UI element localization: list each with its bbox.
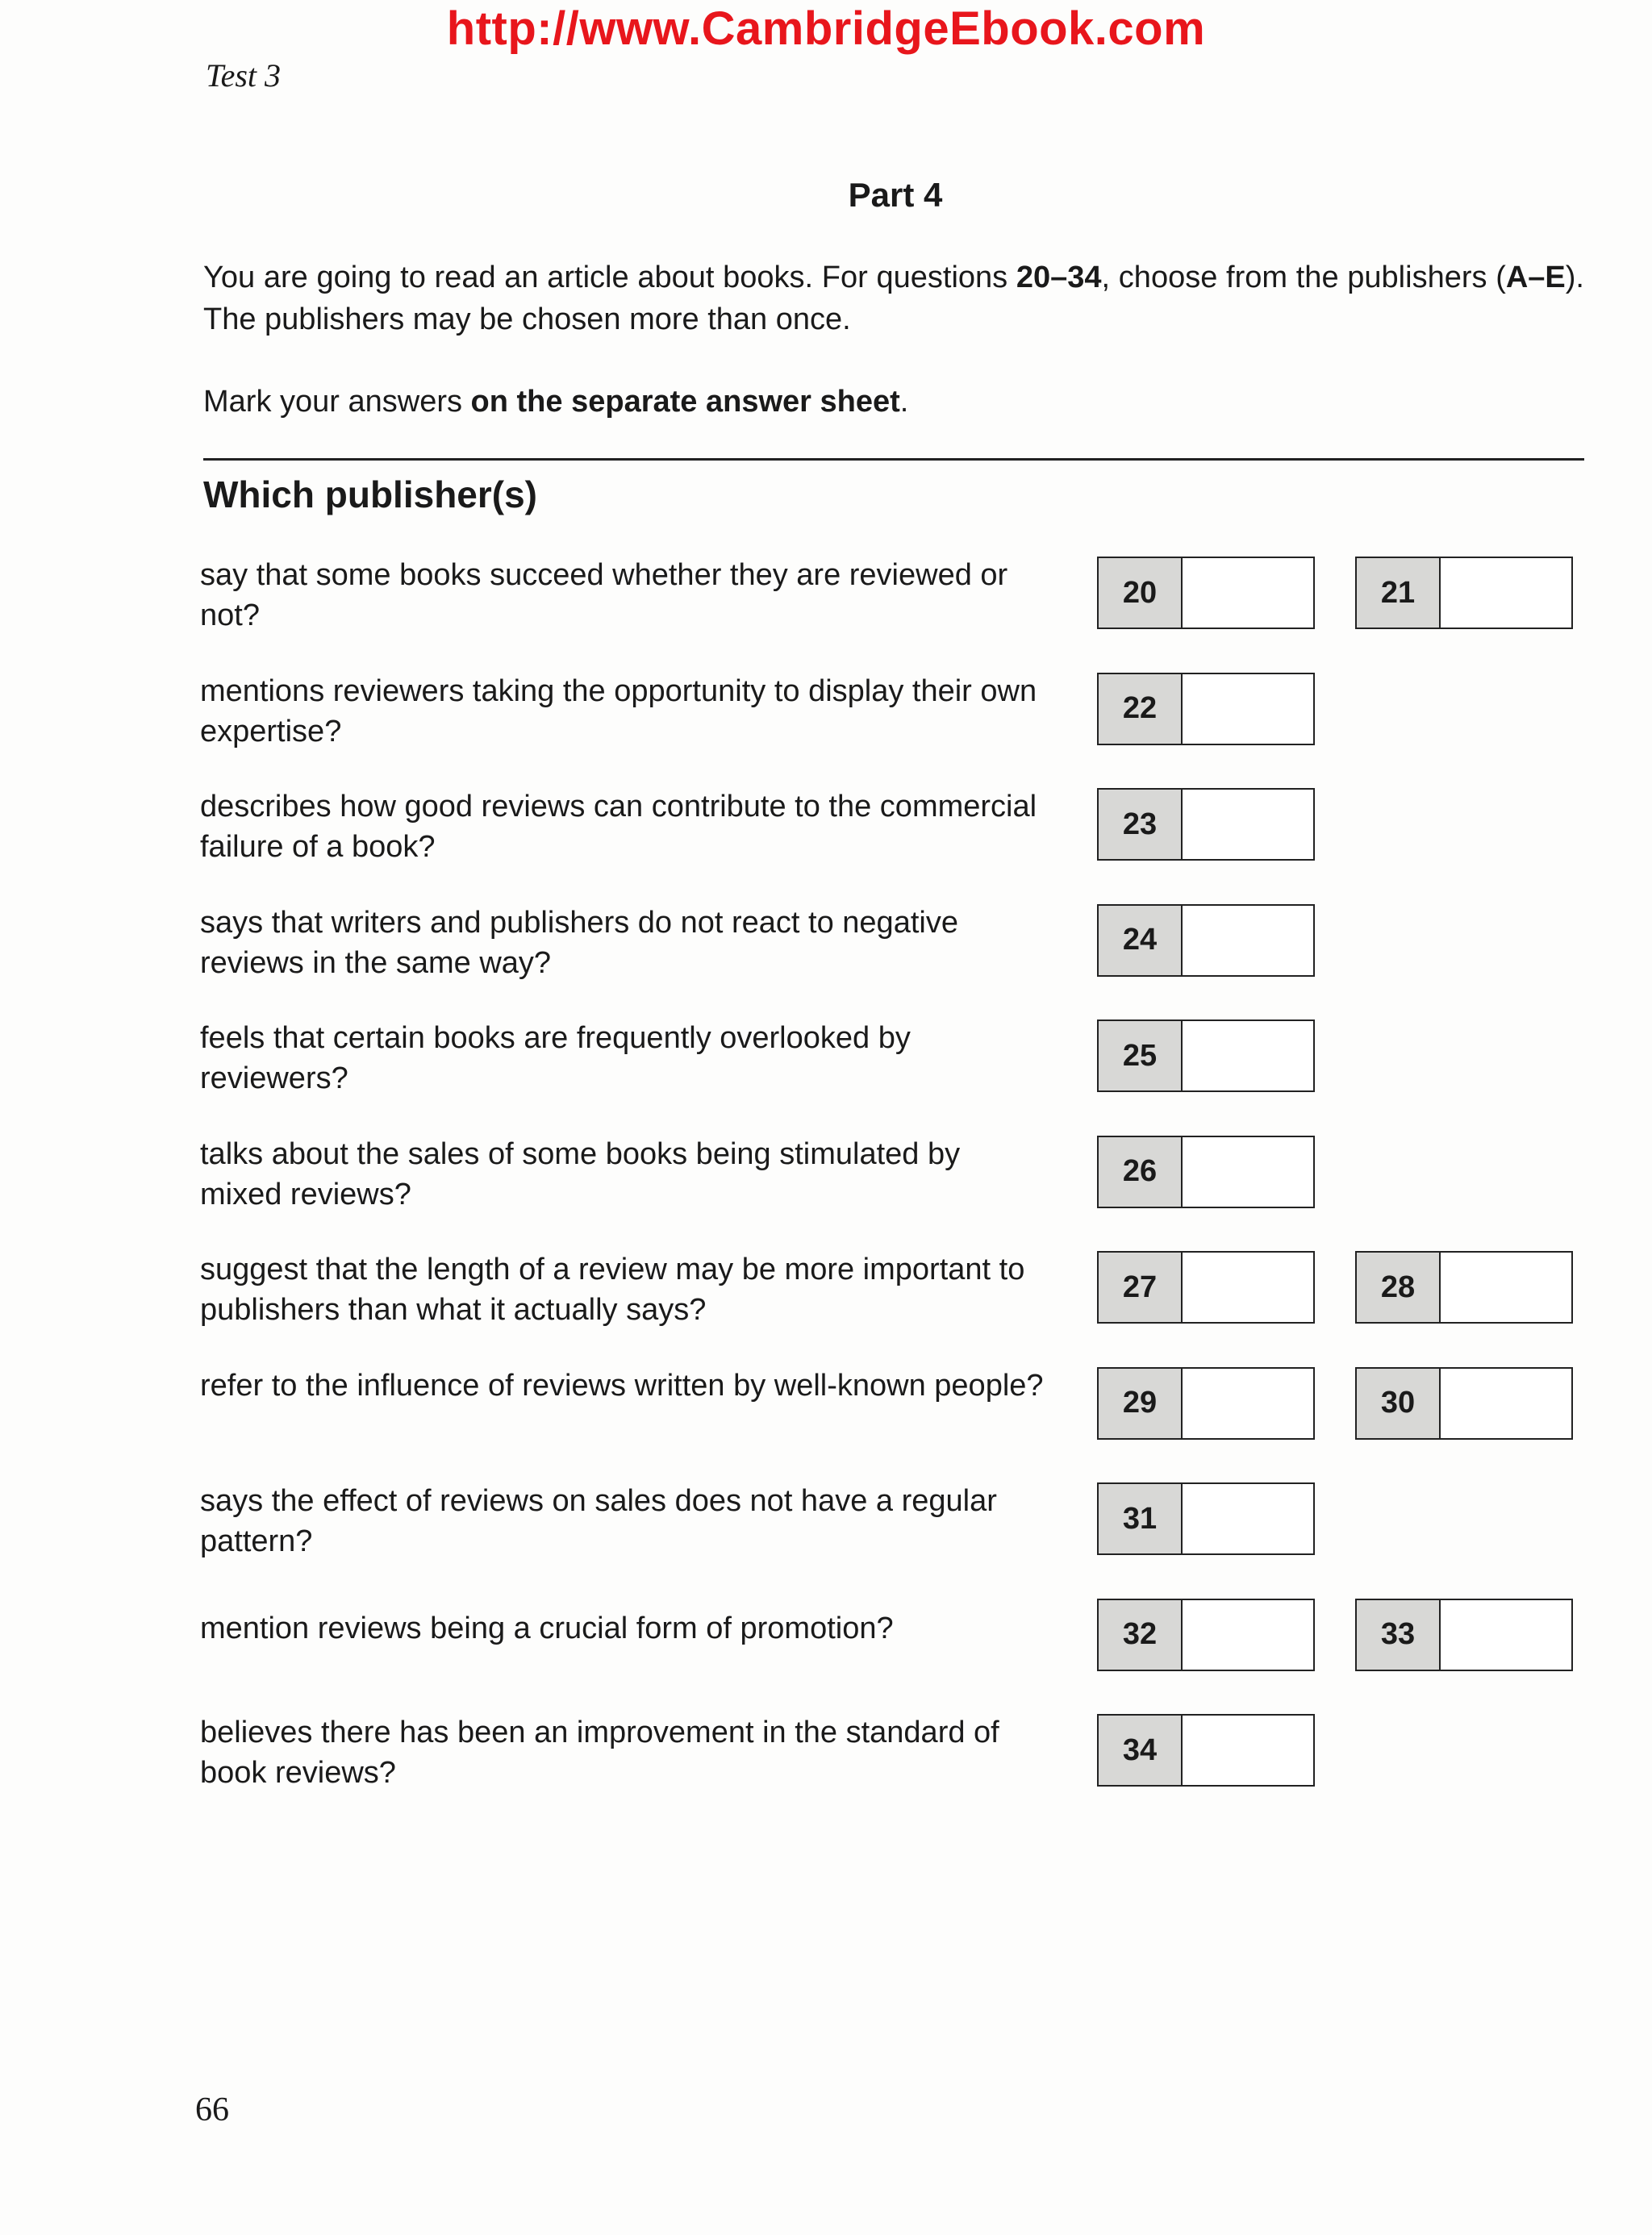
answer-box-32[interactable] xyxy=(1097,1599,1315,1671)
question-number: 22 xyxy=(1099,674,1183,744)
question-text: refer to the influence of reviews written by well-known people? xyxy=(200,1368,1044,1403)
section-heading: Which publisher(s) xyxy=(203,473,537,515)
question-number: 31 xyxy=(1099,1484,1183,1553)
answer-box-25[interactable] xyxy=(1097,1020,1315,1092)
question-text: feels that certain books are frequently overlooked by reviewers? xyxy=(200,1021,911,1095)
answer-box-22[interactable] xyxy=(1097,673,1315,745)
instructions-line: You are going to read an article about books. For questions 20–34, choose from the publishers (A–E). The publishers may be chosen more than once. xyxy=(203,261,1584,336)
question-number: 24 xyxy=(1099,906,1183,975)
answer-box-20[interactable] xyxy=(1097,557,1315,629)
question-number: 23 xyxy=(1099,790,1183,859)
question-text: describes how good reviews can contribute to the commercial failure of a book? xyxy=(200,790,1037,864)
answer-field[interactable] xyxy=(1183,1137,1313,1207)
answer-box-28[interactable] xyxy=(1355,1251,1573,1324)
answer-box-31[interactable] xyxy=(1097,1482,1315,1555)
answer-field[interactable] xyxy=(1183,1600,1313,1670)
running-head: Test 3 xyxy=(206,57,282,94)
answer-box-30[interactable] xyxy=(1355,1367,1573,1440)
question-number: 29 xyxy=(1099,1369,1183,1438)
answer-box-34[interactable] xyxy=(1097,1714,1315,1787)
answer-box-33[interactable] xyxy=(1355,1599,1573,1671)
answer-field[interactable] xyxy=(1441,1369,1571,1438)
question-text: mentions reviewers taking the opportunity to display their own expertise? xyxy=(200,673,1037,748)
question-number: 21 xyxy=(1357,558,1441,628)
answer-field[interactable] xyxy=(1183,1484,1313,1553)
instructions xyxy=(203,256,1584,423)
question-number: 28 xyxy=(1357,1253,1441,1322)
question-number: 27 xyxy=(1099,1253,1183,1322)
question-number: 26 xyxy=(1099,1137,1183,1207)
question-text: suggest that the length of a review may be more important to publishers than what it actually says? xyxy=(200,1253,1025,1327)
answer-field[interactable] xyxy=(1183,906,1313,975)
answer-box-29[interactable] xyxy=(1097,1367,1315,1440)
divider xyxy=(203,458,1584,461)
part-title: Part 4 xyxy=(848,176,943,214)
answer-field[interactable] xyxy=(1183,1716,1313,1785)
answer-field[interactable] xyxy=(1183,1021,1313,1090)
question-number: 33 xyxy=(1357,1600,1441,1670)
answer-field[interactable] xyxy=(1183,558,1313,628)
answer-field[interactable] xyxy=(1183,790,1313,859)
question-text: talks about the sales of some books being stimulated by mixed reviews? xyxy=(200,1136,961,1211)
answer-box-23[interactable] xyxy=(1097,788,1315,861)
question-number: 20 xyxy=(1099,558,1183,628)
question-text: mention reviews being a crucial form of promotion? xyxy=(200,1611,894,1645)
question-text: say that some books succeed whether they are reviewed or not? xyxy=(200,558,1008,632)
page-number: 66 xyxy=(195,2091,229,2129)
answer-field[interactable] xyxy=(1183,1253,1313,1322)
answer-field[interactable] xyxy=(1441,1600,1571,1670)
question-number: 32 xyxy=(1099,1600,1183,1670)
answer-field[interactable] xyxy=(1183,674,1313,744)
answer-sheet-instruction: Mark your answers on the separate answer sheet. xyxy=(203,385,909,419)
question-number: 25 xyxy=(1099,1021,1183,1090)
watermark-url: http://www.CambridgeEbook.com xyxy=(446,2,1206,55)
answer-field[interactable] xyxy=(1441,1253,1571,1322)
answer-box-21[interactable] xyxy=(1355,557,1573,629)
answer-field[interactable] xyxy=(1441,558,1571,628)
answer-box-27[interactable] xyxy=(1097,1251,1315,1324)
question-number: 30 xyxy=(1357,1369,1441,1438)
question-number: 34 xyxy=(1099,1716,1183,1785)
question-text: says that writers and publishers do not react to negative reviews in the same way? xyxy=(200,905,958,980)
question-text: believes there has been an improvement in the standard of book reviews? xyxy=(200,1716,999,1790)
answer-field[interactable] xyxy=(1183,1369,1313,1438)
answer-box-26[interactable] xyxy=(1097,1136,1315,1208)
question-text: says the effect of reviews on sales does not have a regular pattern? xyxy=(200,1484,997,1558)
answer-box-24[interactable] xyxy=(1097,904,1315,977)
